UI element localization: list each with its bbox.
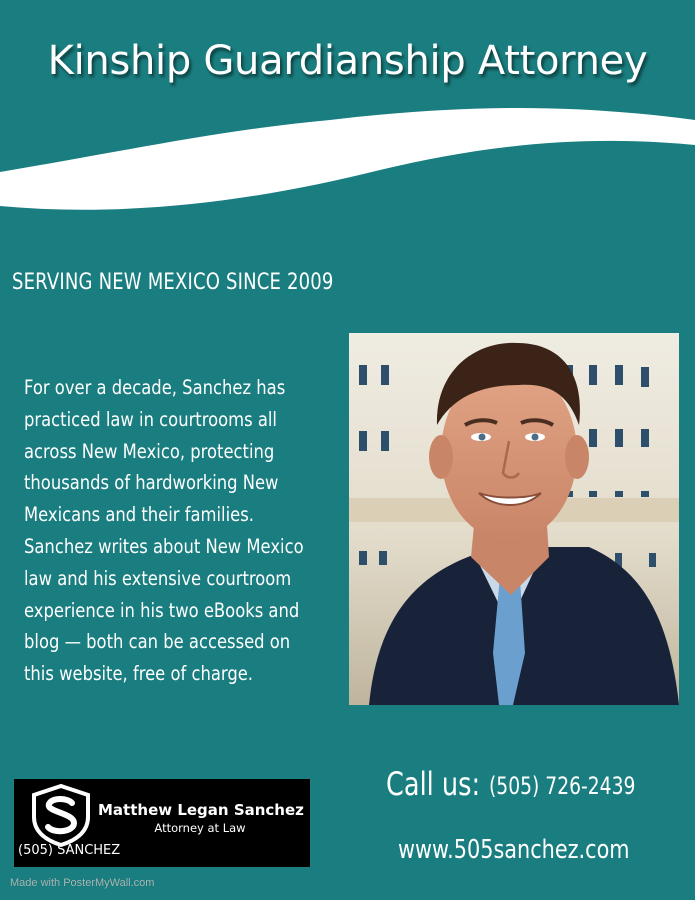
wave-divider bbox=[0, 90, 695, 230]
phone-number[interactable]: (505) 726-2439 bbox=[489, 772, 636, 800]
tagline: SERVING NEW MEXICO SINCE 2009 bbox=[12, 270, 334, 295]
logo-subtitle: Attorney at Law bbox=[154, 821, 246, 835]
poster-title: Kinship Guardianship Attorney bbox=[47, 38, 648, 84]
shield-s-logo-icon bbox=[30, 783, 92, 847]
call-label: Call us: bbox=[386, 765, 481, 803]
attorney-photo bbox=[349, 333, 679, 705]
about-paragraph: For over a decade, Sanchez has practiced law in courtrooms all across New Mexico, protecting thousands of hardworking New Mexicans and their families. Sanchez writes about New Mexico law and his extensive courtroom experience in his two eBooks and blog — both can be accessed on this website, free of charge. bbox=[24, 376, 304, 686]
watermark-credit: Made with PosterMyWall.com bbox=[10, 877, 155, 889]
website-link[interactable]: www.505sanchez.com bbox=[398, 835, 630, 865]
law-firm-logo bbox=[14, 779, 310, 867]
logo-name: Matthew Legan Sanchez bbox=[98, 801, 304, 819]
logo-phone: (505) SANCHEZ bbox=[18, 843, 121, 858]
attorney-portrait-icon bbox=[349, 333, 679, 705]
